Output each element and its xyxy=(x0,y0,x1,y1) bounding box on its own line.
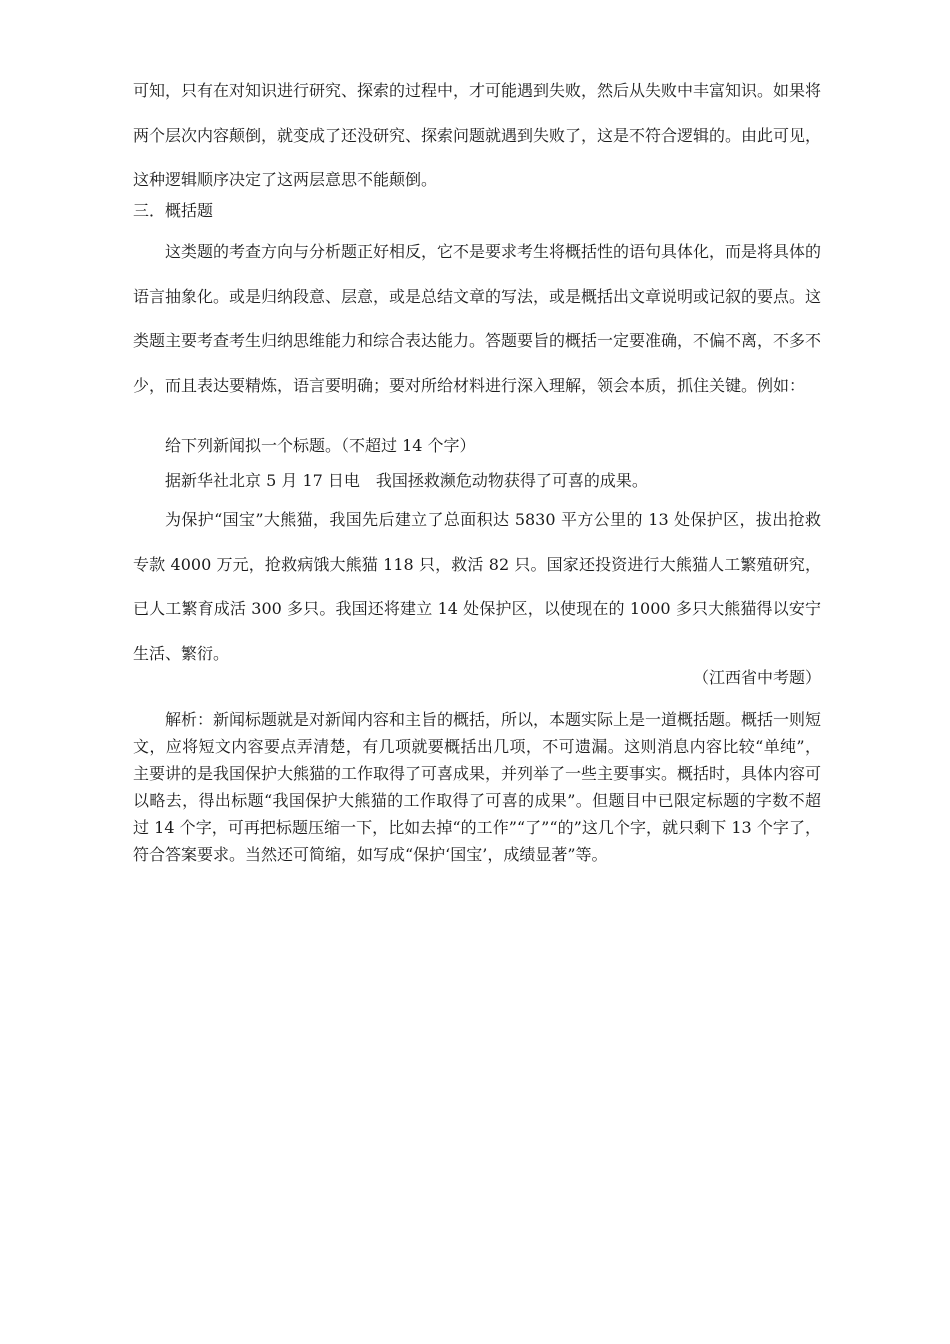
question-prompt: 给下列新闻拟一个标题。（不超过 14 个字） xyxy=(165,436,476,455)
news-dateline: 据新华社北京 5 月 17 日电 我国拯救濒危动物获得了可喜的成果。 xyxy=(165,471,648,490)
analysis-paragraph: 解析：新闻标题就是对新闻内容和主旨的概括，所以，本题实际上是一道概括题。概括一则短文，应将短文内容要点弄清楚，有几项就要概括出几项，不可遗漏。这则消息内容比较“单纯”，主要讲的是我国保护大熊猫的工作取得了可喜成果，并列举了一些主要事实。概括时，具体内容可以略去，得出标题“我国保护大熊猫的工作取得了可喜的成果”。但题目中已限定标题的字数不超过 14 个字，可再把标题压缩一下，比如去掉“的工作”“了”“的”这几个字，就只剩下 13 个字了，符合答案要求。当然还可简缩，如写成“保护‘国宝’，成绩显著”等。 xyxy=(133,710,822,864)
source-note: （江西省中考题） xyxy=(692,668,821,687)
news-body: 为保护“国宝”大熊猫，我国先后建立了总面积达 5830 平方公里的 13 处保护区，拔出抢救专款 4000 万元，抢救病饿大熊猫 118 只，救活 82 只。国家还投资进行大熊猫人工繁殖研究，已人工繁育成活 300 多只。我国还将建立 14 处保护区，以使现在的 1000 多只大熊猫得以安宁生活、繁衍。 xyxy=(133,510,821,663)
paragraph-logic-conclusion: 可知，只有在对知识进行研究、探索的过程中，才可能遇到失败，然后从失败中丰富知识。如果将两个层次内容颠倒，就变成了还没研究、探索问题就遇到失败了，这是不符合逻辑的。由此可见，这种逻辑顺序决定了这两层意思不能颠倒。 xyxy=(133,81,822,189)
paragraph-summary-explanation: 这类题的考查方向与分析题正好相反，它不是要求考生将概括性的语句具体化，而是将具体的语言抽象化。或是归纳段意、层意，或是总结文章的写法，或是概括出文章说明或记叙的要点。这类题主要考查考生归纳思维能力和综合表达能力。答题要旨的概括一定要准确，不偏不离，不多不少，而且表达要精炼，语言要明确；要对所给材料进行深入理解，领会本质，抓住关键。例如： xyxy=(133,242,822,395)
section-heading-summary-questions: 三．概括题 xyxy=(133,201,214,220)
